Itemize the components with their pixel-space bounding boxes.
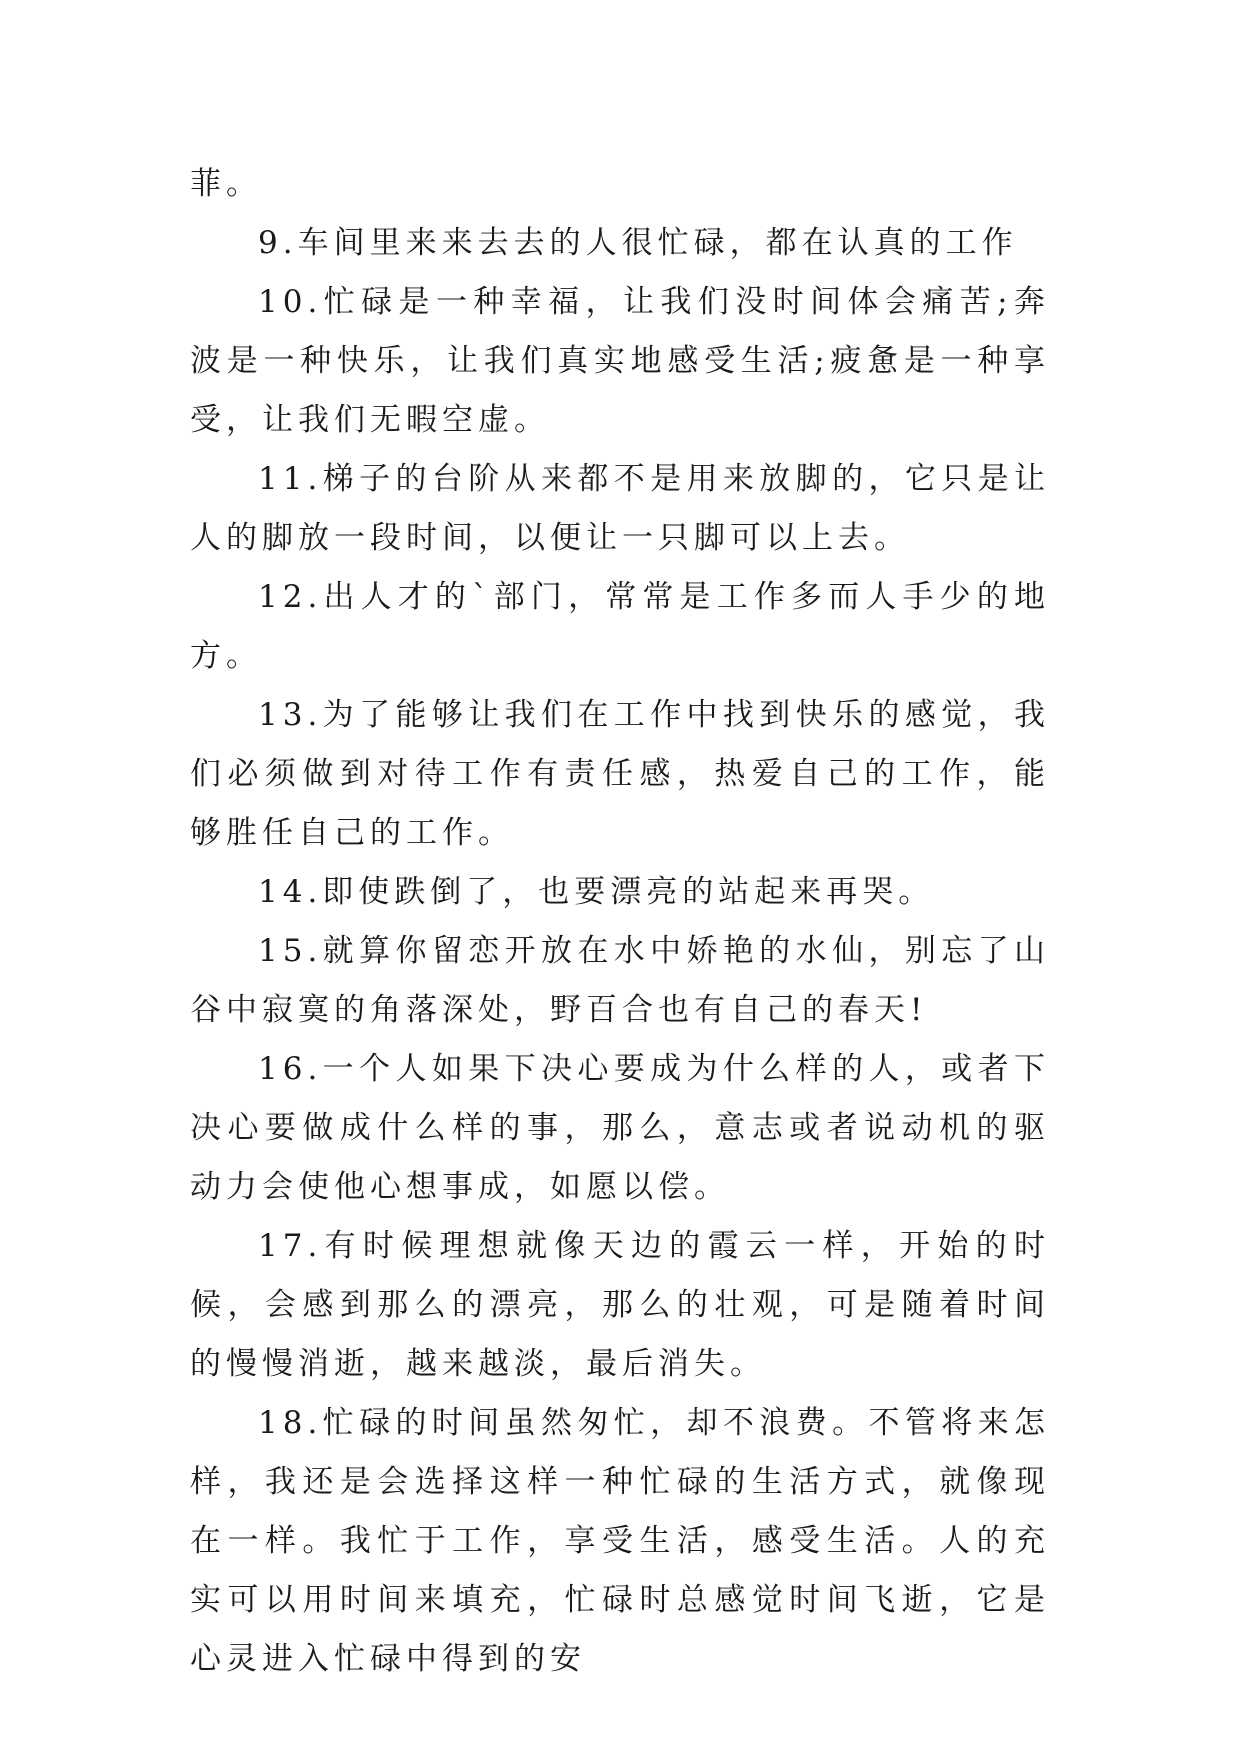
paragraph-item-11: 11.梯子的台阶从来都不是用来放脚的，它只是让人的脚放一段时间，以便让一只脚可以上去。 — [190, 461, 1050, 556]
paragraph-item-14: 14.即使跌倒了，也要漂亮的站起来再哭。 — [258, 874, 935, 910]
paragraph-item-10: 10.忙碌是一种幸福，让我们没时间体会痛苦;奔波是一种快乐，让我们真实地感受生活;疲惫是一种享受，让我们无暇空虚。 — [190, 284, 1050, 438]
paragraph-item-17: 17.有时候理想就像天边的霞云一样，开始的时候，会感到那么的漂亮，那么的壮观，可是随着时间的慢慢消逝，越来越淡，最后消失。 — [190, 1228, 1050, 1382]
document-body — [190, 155, 1050, 1689]
paragraph-item-16: 16.一个人如果下决心要成为什么样的人，或者下决心要做成什么样的事，那么，意志或者说动机的驱动力会使他心想事成，如愿以偿。 — [190, 1051, 1050, 1205]
paragraph-item-13: 13.为了能够让我们在工作中找到快乐的感觉，我们必须做到对待工作有责任感，热爱自己的工作，能够胜任自己的工作。 — [190, 697, 1050, 851]
paragraph-item-12: 12.出人才的`部门，常常是工作多而人手少的地方。 — [190, 579, 1050, 674]
paragraph-item-15: 15.就算你留恋开放在水中娇艳的水仙，别忘了山谷中寂寞的角落深处，野百合也有自己的春天! — [190, 933, 1050, 1028]
paragraph-item-9: 9.车间里来来去去的人很忙碌，都在认真的工作 — [258, 225, 1018, 261]
paragraph-item-18: 18.忙碌的时间虽然匆忙，却不浪费。不管将来怎样，我还是会选择这样一种忙碌的生活方式，就像现在一样。我忙于工作，享受生活，感受生活。人的充实可以用时间来填充，忙碌时总感觉时间飞逝，它是心灵进入忙碌中得到的安 — [190, 1405, 1050, 1677]
paragraph-continuation: 菲。 — [190, 166, 262, 202]
